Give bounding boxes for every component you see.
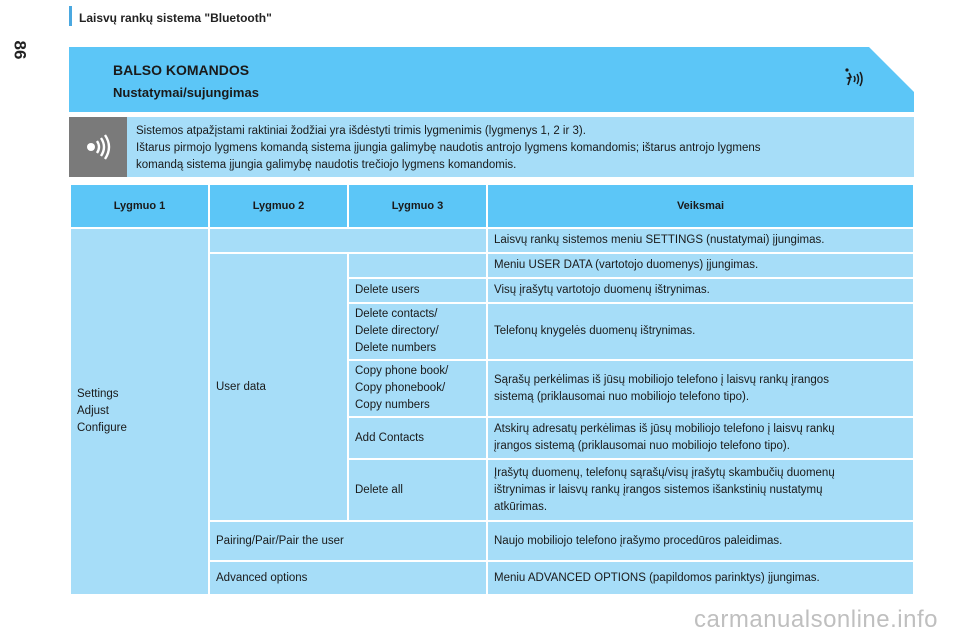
level3-keyword: Delete contacts/ [355,308,438,320]
voice-command-icon [840,65,868,93]
level3-keyword: Delete directory/ [355,325,439,337]
chapter-title: Laisvų rankų sistema "Bluetooth" [79,11,272,25]
sidebar-accent-line [69,6,72,26]
action-cell: Meniu ADVANCED OPTIONS (papildomos parinktys) įjungimas. [488,562,913,594]
level2-cell: Pairing/Pair/Pair the user [210,522,486,560]
table-header-row [71,185,913,227]
header-actions: Veiksmai [488,185,913,227]
level1-cell [71,229,208,594]
action-cell: Meniu USER DATA (vartotojo duomenys) įjungimas. [488,254,913,277]
level3-keyword: Delete numbers [355,342,437,354]
level1-keyword: Adjust [77,405,109,417]
table-row [71,229,913,252]
level1-keyword: Configure [77,422,127,434]
action-line: Sąrašų perkėlimas iš jūsų mobiliojo telefono į laisvų rankų įrangos [494,373,829,386]
page-number: 86 [10,40,30,60]
action-line: Įrašytų duomenų, telefonų sąrašų/visų įrašytų skambučių duomenų [494,466,835,479]
level3-keyword: Copy phone book/ [355,365,449,377]
action-cell: Laisvų rankų sistemos meniu SETTINGS (nustatymai) įjungimas. [488,229,913,252]
header-level-1: Lygmuo 1 [71,185,208,227]
level3-keyword: Copy numbers [355,399,430,411]
action-cell [488,460,913,520]
voice-levels-table [69,183,915,596]
intro-line: komandą sistema įjungia galimybę naudotis trečiojo lygmens komandomis. [136,159,517,171]
watermark: carmanualsonline.info [694,606,938,633]
header-level-2: Lygmuo 2 [210,185,347,227]
level3-cell [349,361,486,416]
level3-cell: Delete users [349,279,486,302]
action-line: atkūrimas. [494,500,548,513]
level3-cell [349,304,486,359]
intro-text [136,123,906,174]
action-cell [488,418,913,458]
section-subtitle: Nustatymai/sujungimas [113,85,259,100]
action-line: sistemą (priklausomai nuo mobiliojo telefono tipo). [494,390,750,403]
empty-cell [349,254,486,277]
intro-line: Ištarus pirmojo lygmens komandą sistema įjungia galimybę naudotis antrojo lygmens komandomis; ištarus antrojo lygmens [136,142,761,154]
action-line: įrangos sistemą (priklausomai nuo mobiliojo telefono tipo). [494,440,790,452]
section-title: BALSO KOMANDOS [113,62,250,78]
intro-line: Sistemos atpažįstami raktiniai žodžiai yra išdėstyti trimis lygmenimis (lygmenys 1, 2 ir 3). [136,125,586,137]
level3-cell: Add Contacts [349,418,486,458]
speaker-icon [81,133,115,161]
level1-keyword: Settings [77,388,119,400]
level3-keyword: Copy phonebook/ [355,382,446,394]
action-line: ištrynimas ir laisvų rankų įrangos sistemos išankstinių nustatymų [494,483,823,496]
action-cell [488,361,913,416]
action-cell: Visų įrašytų vartotojo duomenų ištrynimas. [488,279,913,302]
level2-user-data: User data [210,254,347,520]
level3-cell: Delete all [349,460,486,520]
level2-cell: Advanced options [210,562,486,594]
empty-cell [210,229,486,252]
action-cell: Telefonų knygelės duomenų ištrynimas. [488,304,913,359]
action-line: Atskirų adresatų perkėlimas iš jūsų mobiliojo telefono į laisvų rankų [494,423,835,435]
section-header-banner [69,47,914,112]
action-cell: Naujo mobiliojo telefono įrašymo procedūros paleidimas. [488,522,913,560]
header-level-3: Lygmuo 3 [349,185,486,227]
intro-icon-box [69,117,127,177]
